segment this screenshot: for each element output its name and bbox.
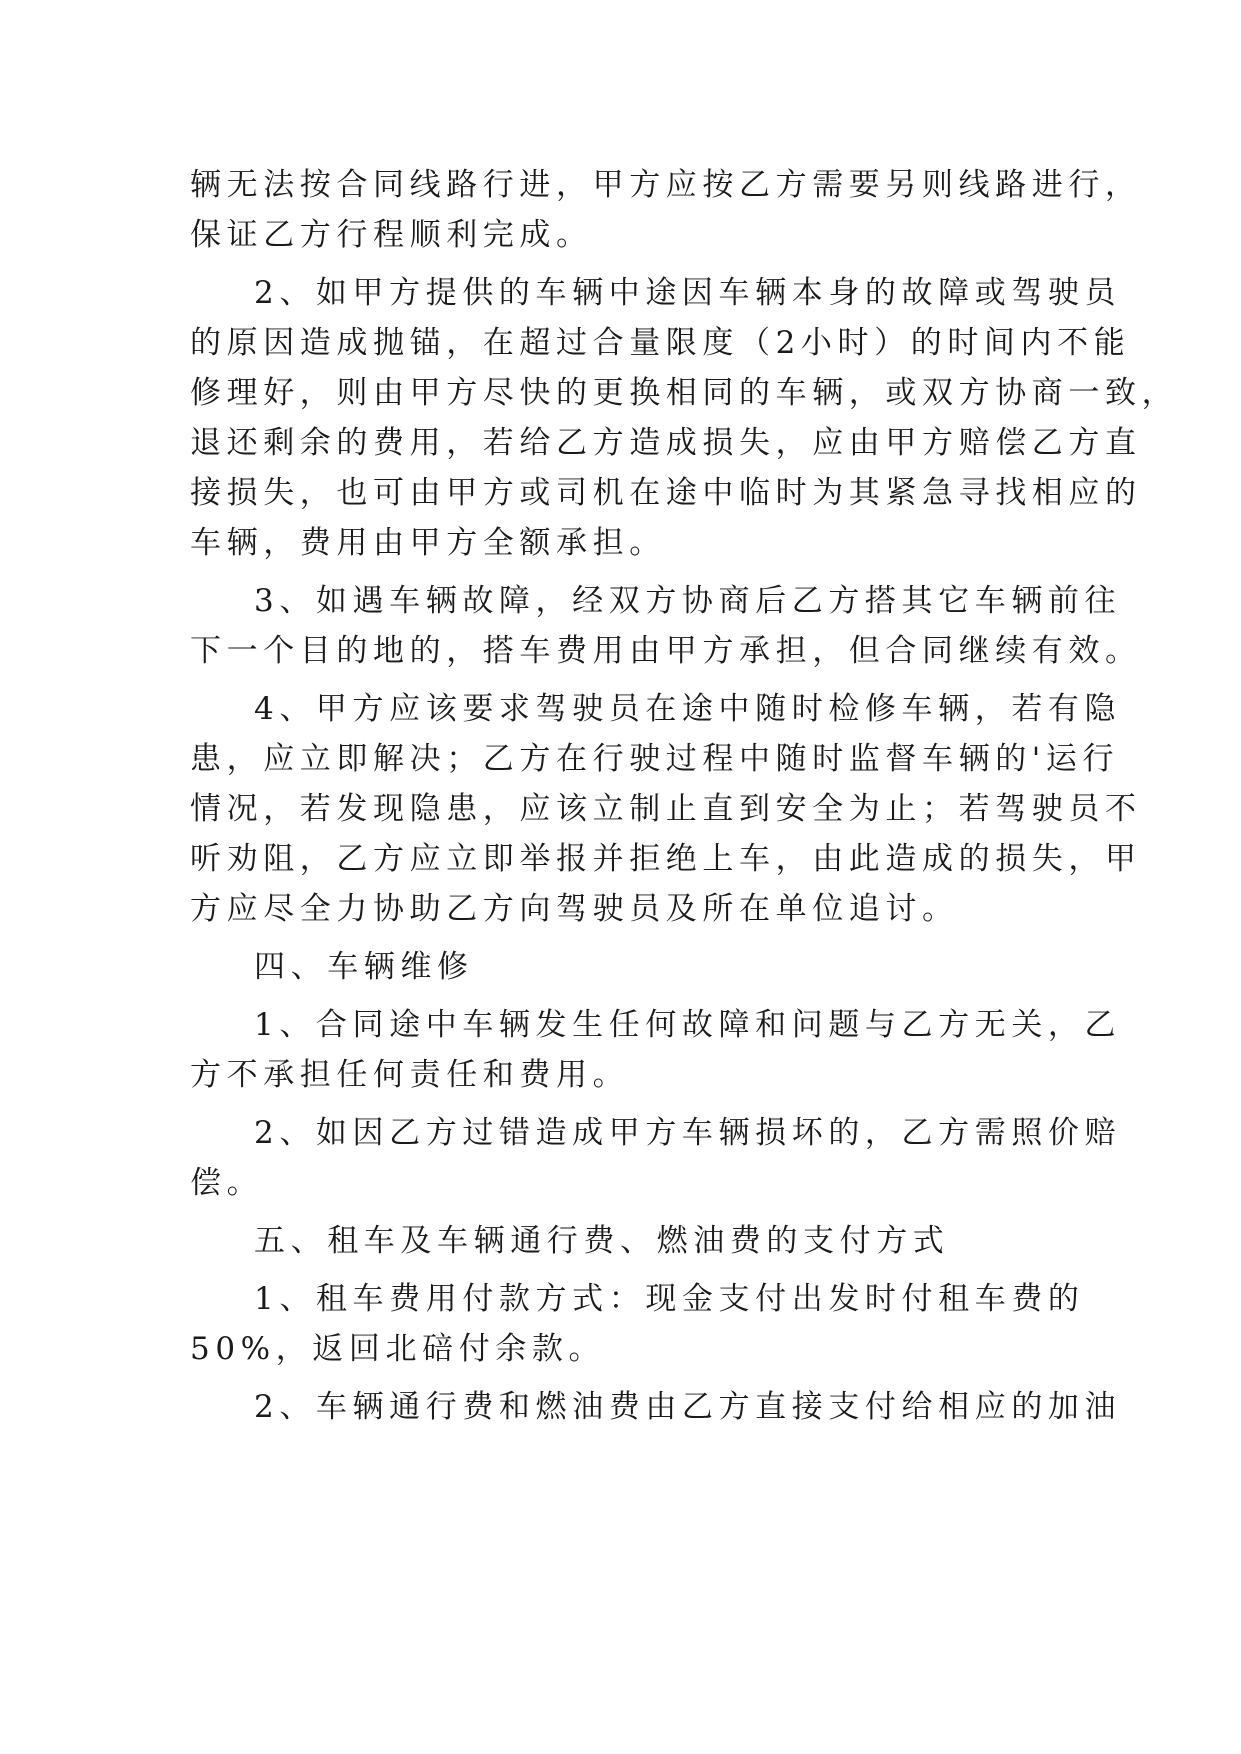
paragraph-line: 2、车辆通行费和燃油费由乙方直接支付给相应的加油 (254, 1389, 1122, 1425)
paragraph-line: 50%，返回北碚付余款。 (190, 1331, 606, 1367)
paragraph-line: 情况，若发现隐患，应该立制止直到安全为止；若驾驶员不 (190, 791, 1142, 827)
paragraph-line: 辆无法按合同线路行进，甲方应按乙方需要另则线路进行， (190, 167, 1142, 203)
paragraph-line: 3、如遇车辆故障，经双方协商后乙方搭其它车辆前往 (254, 583, 1122, 619)
paragraph-line: 方应尽全力协助乙方向驾驶员及所在单位追讨。 (190, 891, 959, 927)
paragraph-line: 下一个目的地的，搭车费用由甲方承担，但合同继续有效。 (190, 633, 1142, 669)
paragraph-line: 车辆，费用由甲方全额承担。 (190, 525, 666, 561)
paragraph-line: 方不承担任何责任和费用。 (190, 1057, 630, 1093)
paragraph-line: 修理好，则由甲方尽快的更换相同的车辆，或双方协商一致， (190, 375, 1179, 411)
paragraph-line: 1、租车费用付款方式：现金支付出发时付租车费的 (254, 1281, 1085, 1317)
paragraph-line: 偿。 (190, 1165, 264, 1201)
section-heading: 五、租车及车辆通行费、燃油费的支付方式 (254, 1223, 950, 1259)
paragraph-line: 接损失，也可由甲方或司机在途中临时为其紧急寻找相应的 (190, 475, 1142, 511)
paragraph-line: 2、如因乙方过错造成甲方车辆损坏的，乙方需照价赔 (254, 1115, 1122, 1151)
paragraph-line: 退还剩余的费用，若给乙方造成损失，应由甲方赔偿乙方直 (190, 425, 1142, 461)
paragraph-line: 2、如甲方提供的车辆中途因车辆本身的故障或驾驶员 (254, 275, 1122, 311)
section-heading: 四、车辆维修 (254, 949, 474, 985)
paragraph-line: 1、合同途中车辆发生任何故障和问题与乙方无关，乙 (254, 1007, 1122, 1043)
paragraph-line: 患，应立即解决；乙方在行驶过程中随时监督车辆的'运行 (190, 741, 1120, 777)
paragraph-line: 保证乙方行程顺利完成。 (190, 217, 593, 253)
paragraph-line: 4、甲方应该要求驾驶员在途中随时检修车辆，若有隐 (254, 691, 1122, 727)
paragraph-line: 听劝阻，乙方应立即举报并拒绝上车，由此造成的损失，甲 (190, 841, 1142, 877)
paragraph-line: 的原因造成抛锚，在超过合量限度（2小时）的时间内不能 (190, 325, 1131, 361)
